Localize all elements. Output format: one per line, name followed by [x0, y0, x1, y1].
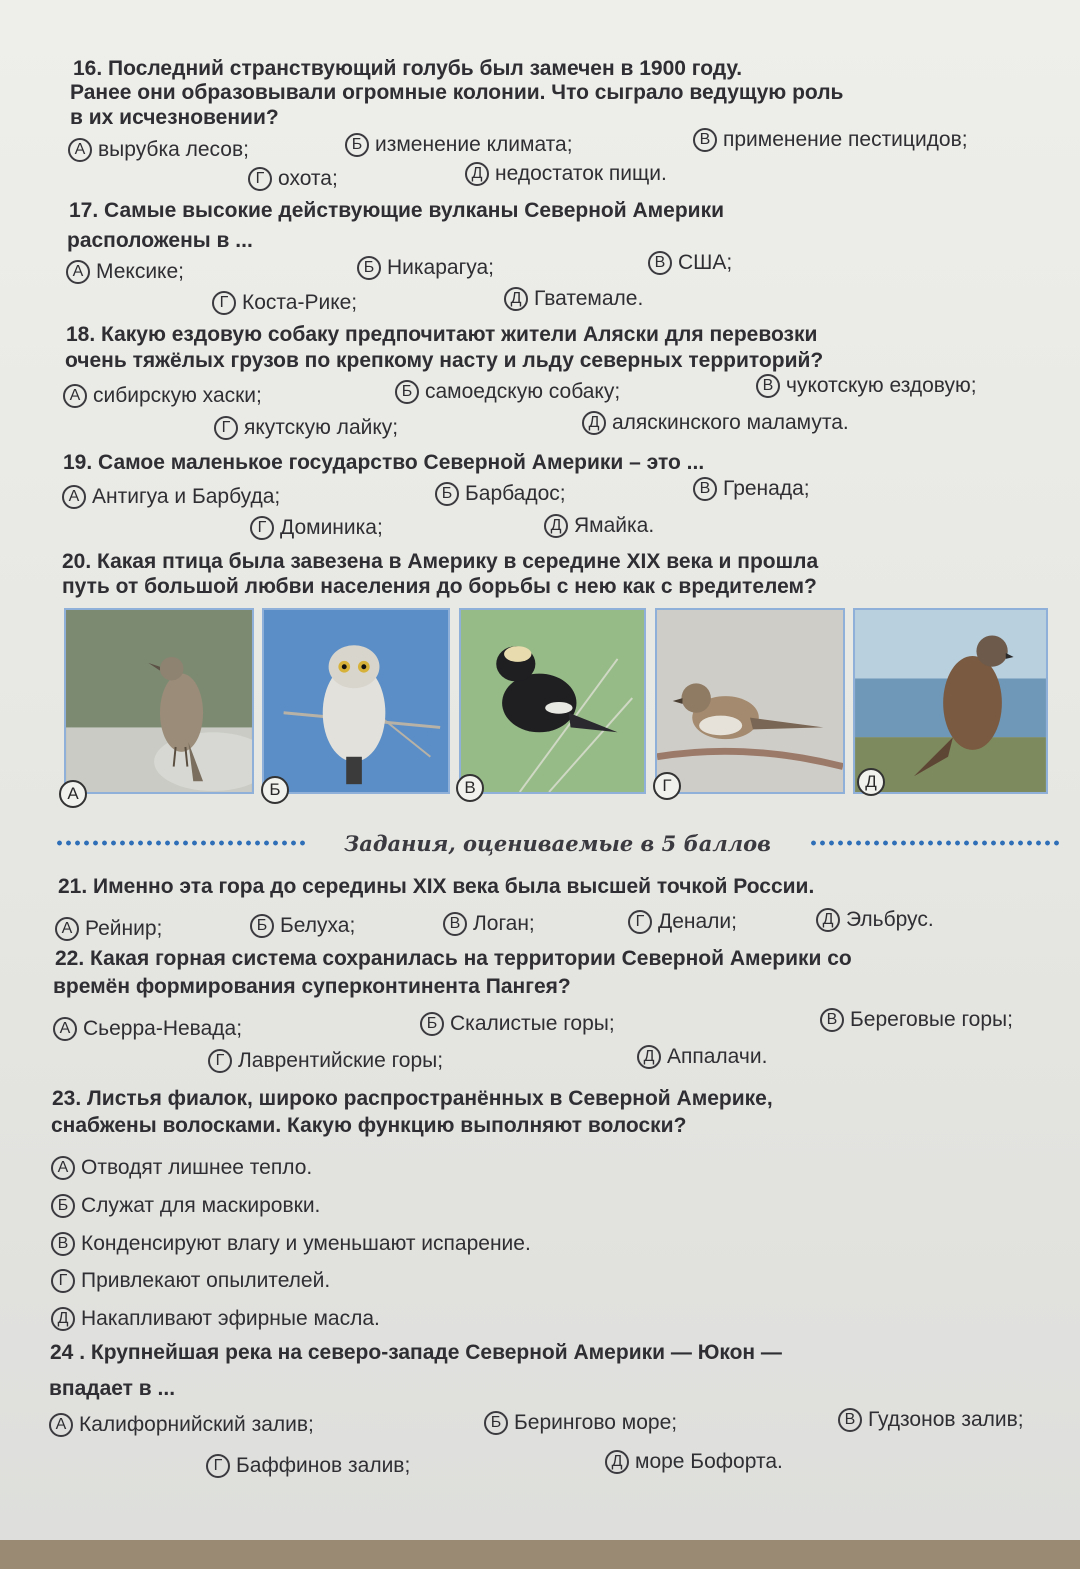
q18-option-e[interactable]: Д аляскинского маламута. — [582, 409, 849, 437]
option-letter: В — [648, 251, 672, 275]
q16-option-a[interactable]: А вырубка лесов; — [68, 136, 249, 164]
q19-option-e[interactable]: Д Ямайка. — [544, 512, 654, 540]
q22-option-e[interactable]: Д Аппалачи. — [637, 1043, 767, 1071]
q24-option-c[interactable]: В Гудзонов залив; — [838, 1406, 1024, 1434]
q19-option-a[interactable]: А Антигуа и Барбуда; — [62, 483, 280, 511]
bird-bobolink-icon — [461, 610, 644, 792]
option-letter: Г — [51, 1269, 75, 1293]
option-letter: А — [53, 1017, 77, 1041]
option-letter: В — [693, 128, 717, 152]
option-letter: В — [838, 1408, 862, 1432]
option-letter: Г — [628, 910, 652, 934]
option-letter: Б — [250, 914, 274, 938]
q21-option-d[interactable]: Г Денали; — [628, 908, 737, 936]
question-16-line-1: 16. Последний странствующий голубь был замечен в 1900 году. — [73, 57, 743, 80]
option-letter: Д — [637, 1045, 661, 1069]
q19-option-b[interactable]: Б Барбадос; — [435, 480, 566, 508]
option-letter: Д — [816, 908, 840, 932]
option-letter: Г — [212, 291, 236, 315]
q22-option-c[interactable]: В Береговые горы; — [820, 1006, 1013, 1034]
bird-owl-icon — [264, 610, 448, 792]
option-letter: Г — [208, 1049, 232, 1073]
question-23-line-1: 23. Листья фиалок, широко распространённых в Северной Америке, — [52, 1087, 773, 1110]
option-letter: Д — [465, 162, 489, 186]
option-letter: Б — [357, 256, 381, 280]
question-18-line-1: 18. Какую ездовую собаку предпочитают жители Аляски для перевозки — [66, 323, 818, 346]
option-letter: А — [55, 917, 79, 941]
photo-label-d: Г — [653, 772, 681, 800]
option-letter: Д — [51, 1307, 75, 1331]
question-18-line-2: очень тяжёлых грузов по крепкому насту и льду северных территорий? — [65, 349, 824, 372]
section-heading-row — [55, 826, 1060, 860]
question-23-line-2: снабжены волосками. Какую функцию выполняют волоски? — [51, 1114, 687, 1137]
option-letter: Д — [582, 411, 606, 435]
question-22-line-1: 22. Какая горная система сохранилась на территории Северной Америки со — [55, 947, 852, 970]
q18-option-d[interactable]: Г якутскую лайку; — [214, 414, 398, 442]
q24-option-a[interactable]: А Калифорнийский залив; — [49, 1411, 314, 1439]
option-letter: А — [62, 485, 86, 509]
question-20-line-2: путь от большой любви населения до борьбы с нею как с вредителем? — [62, 575, 817, 598]
table-surface — [0, 1540, 1080, 1569]
option-letter: Б — [345, 133, 369, 157]
q16-option-d[interactable]: Г охота; — [248, 165, 338, 193]
q24-option-e[interactable]: Д море Бофорта. — [605, 1448, 783, 1476]
q17-option-d[interactable]: Г Коста-Рике; — [212, 289, 357, 317]
question-20-line-1: 20. Какая птица была завезена в Америку в середине XIX века и прошла — [62, 550, 819, 573]
q21-option-c[interactable]: В Логан; — [443, 910, 535, 938]
question-22-line-2: времён формирования суперконтинента Пангея? — [53, 975, 571, 998]
option-letter: В — [693, 477, 717, 501]
q22-option-b[interactable]: Б Скалистые горы; — [420, 1010, 615, 1038]
option-letter: Б — [395, 380, 419, 404]
q24-option-d[interactable]: Г Баффинов залив; — [206, 1452, 410, 1480]
q21-option-e[interactable]: Д Эльбрус. — [816, 906, 934, 934]
option-letter: А — [68, 138, 92, 162]
option-letter: Д — [504, 287, 528, 311]
bird-sparrow-icon — [657, 610, 843, 792]
q21-option-a[interactable]: А Рейнир; — [55, 915, 162, 943]
question-19-line-1: 19. Самое маленькое государство Северной Америки – это ... — [63, 451, 705, 474]
option-letter: Б — [420, 1012, 444, 1036]
q16-option-c[interactable]: В применение пестицидов; — [693, 126, 968, 154]
photo-label-c: В — [456, 774, 484, 802]
bird-lark-icon — [66, 610, 252, 792]
q23-option-d[interactable]: Г Привлекают опылителей. — [51, 1267, 330, 1295]
q22-option-d[interactable]: Г Лаврентийские горы; — [208, 1047, 443, 1075]
q23-option-e[interactable]: Д Накапливают эфирные масла. — [51, 1305, 380, 1333]
section-heading: Задания, оцениваемые в 5 баллов — [344, 830, 771, 856]
option-letter: А — [51, 1156, 75, 1180]
q23-option-b[interactable]: Б Служат для маскировки. — [51, 1192, 320, 1220]
question-17-line-2: расположены в ... — [67, 229, 253, 252]
photo-a[interactable] — [64, 608, 254, 794]
q17-option-a[interactable]: А Мексике; — [66, 258, 184, 286]
dotted-divider-right — [809, 840, 1060, 846]
photo-b[interactable] — [262, 608, 450, 794]
option-letter: Д — [544, 514, 568, 538]
option-letter: Г — [206, 1454, 230, 1478]
photo-label-b: Б — [261, 776, 289, 804]
photo-d[interactable] — [655, 608, 845, 794]
bird-merlin-icon — [855, 610, 1046, 792]
option-letter: Г — [214, 416, 238, 440]
option-letter: А — [63, 384, 87, 408]
option-letter: Д — [605, 1450, 629, 1474]
dotted-divider-left — [55, 840, 306, 846]
q19-option-d[interactable]: Г Доминика; — [250, 514, 383, 542]
option-letter: Г — [248, 167, 272, 191]
question-16-line-2: Ранее они образовывали огромные колонии. Что сыграло ведущую роль — [70, 81, 844, 104]
q16-option-e[interactable]: Д недостаток пищи. — [465, 160, 667, 188]
q17-option-b[interactable]: Б Никарагуа; — [357, 254, 494, 282]
q24-option-b[interactable]: Б Берингово море; — [484, 1409, 677, 1437]
question-16-line-3: в их исчезновении? — [70, 106, 279, 129]
option-letter: В — [756, 374, 780, 398]
q19-option-c[interactable]: В Гренада; — [693, 475, 810, 503]
option-letter: Б — [51, 1194, 75, 1218]
question-24-line-2: впадает в ... — [49, 1377, 176, 1400]
option-letter: В — [51, 1232, 75, 1256]
option-letter: В — [820, 1008, 844, 1032]
photo-c[interactable] — [459, 608, 646, 794]
photo-label-e: Д — [857, 768, 885, 796]
photo-label-a: А — [59, 780, 87, 808]
option-letter: А — [66, 260, 90, 284]
q23-option-c[interactable]: В Конденсируют влагу и уменьшают испарение. — [51, 1230, 531, 1258]
option-letter: Г — [250, 516, 274, 540]
q18-option-b[interactable]: Б самоедскую собаку; — [395, 378, 620, 406]
question-17-line-1: 17. Самые высокие действующие вулканы Северной Америки — [69, 199, 724, 222]
question-24-line-1: 24 . Крупнейшая река на северо-западе Северной Америки — Юкон — — [50, 1341, 782, 1364]
option-letter: А — [49, 1413, 73, 1437]
option-letter: В — [443, 912, 467, 936]
q18-option-c[interactable]: В чукотскую ездовую; — [756, 372, 977, 400]
q17-option-c[interactable]: В США; — [648, 249, 732, 277]
option-letter: Б — [435, 482, 459, 506]
q18-option-a[interactable]: А сибирскую хаски; — [63, 382, 262, 410]
option-letter: Б — [484, 1411, 508, 1435]
q17-option-e[interactable]: Д Гватемале. — [504, 285, 643, 313]
q21-option-b[interactable]: Б Белуха; — [250, 912, 355, 940]
q22-option-a[interactable]: А Сьерра-Невада; — [53, 1015, 242, 1043]
q23-option-a[interactable]: А Отводят лишнее тепло. — [51, 1154, 312, 1182]
question-21-line-1: 21. Именно эта гора до середины XIX века была высшей точкой России. — [58, 875, 815, 898]
q16-option-b[interactable]: Б изменение климата; — [345, 131, 573, 159]
photo-e[interactable] — [853, 608, 1048, 794]
